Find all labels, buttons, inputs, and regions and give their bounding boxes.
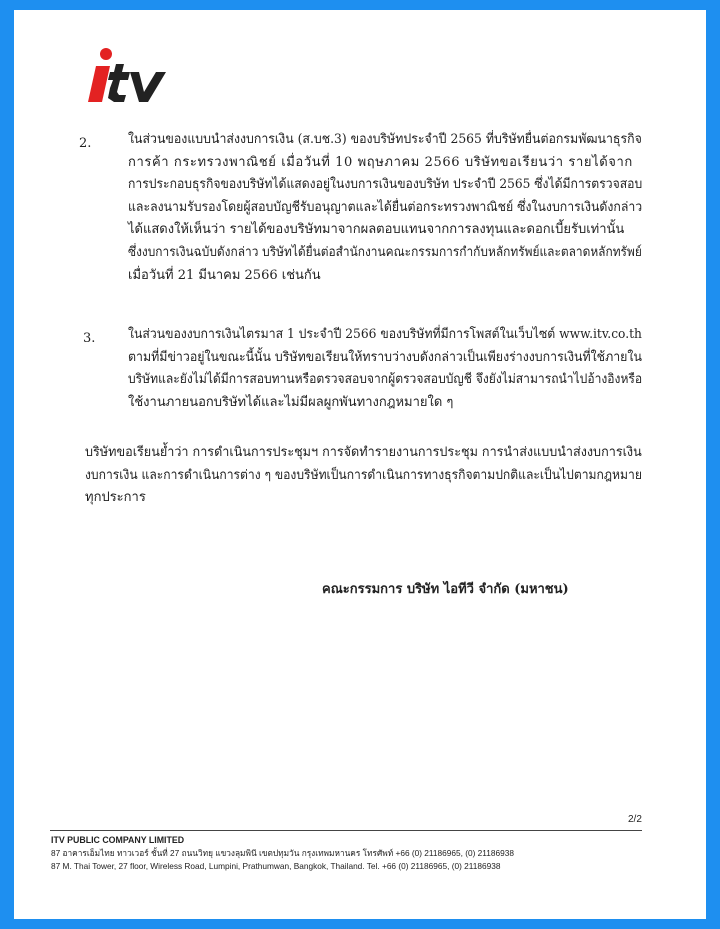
paragraph-line: การประกอบธุรกิจของบริษัทได้แสดงอยู่ในงบการเงินของบริษัท ประจำปี 2565 ซึ่งได้มีการตรวจสอบ [128,177,643,193]
paragraph-line: ในส่วนของแบบนำส่งงบการเงิน (ส.บช.3) ของบริษัทประจำปี 2565 ที่บริษัทยื่นต่อกรมพัฒนาธุรกิจ [128,132,642,147]
footer [51,834,514,873]
closing-paragraph [85,442,682,510]
itv-logo-icon [86,44,176,114]
paragraph-line: ได้แสดงให้เห็นว่า รายได้ของบริษัทมาจากผลตอบแทนจากการลงทุนและดอกเบี้ยรับเท่านั้น [128,222,625,238]
paragraph-line: และลงนามรับรองโดยผู้สอบบัญชีรับอนุญาตและได้ยื่นต่อกระทรวงพาณิชย์ ซึ่งในงบการเงินดังกล่าว [128,199,643,215]
item-paragraph [128,129,688,287]
item-number: 3. [83,331,96,346]
footer-address-thai: 87 อาคารเอ็มไทย ทาวเวอร์ ชั้นที่ 27 ถนนวิทยุ แขวงลุมพินี เขตปทุมวัน กรุงเทพมหานคร โทรศัพท์ +66 (0) 21186965, (0) 21186938 [51,848,514,858]
footer-divider [50,830,642,831]
signature-line: คณะกรรมการ บริษัท ไอทีวี จำกัด (มหาชน) [322,582,569,597]
paragraph-line: บริษัทขอเรียนย้ำว่า การดำเนินการประชุมฯ การจัดทำรายงานการประชุม การนำส่งแบบนำส่งงบการเงิน [85,445,642,460]
paragraph-line: งบการเงิน และการดำเนินการต่าง ๆ ของบริษัทเป็นการดำเนินการทางธุรกิจตามปกติและเป็นไปตามกฎหมาย [85,467,642,483]
paragraph-line: ใช้งานภายนอกบริษัทได้และไม่มีผลผูกพันทางกฎหมายใด ๆ [128,394,454,410]
paragraph-line: ซึ่งงบการเงินฉบับดังกล่าว บริษัทได้ยื่นต่อสำนักงานคณะกรรมการกำกับหลักทรัพย์และตลาดหลักทรัพย์ [128,244,642,260]
paragraph-line: ตามที่มีข่าวอยู่ในขณะนี้นั้น บริษัทขอเรียนให้ทราบว่างบดังกล่าวเป็นเพียงร่างงบการเงินที่ใช้ภายใน [128,349,642,365]
page-number: 2/2 [628,814,642,825]
footer-address-english: 87 M. Thai Tower, 27 floor, Wireless Road, Lumpini, Prathumwan, Bangkok, Thailand. Tel. +66 (0) 21186965, (0) 21186938 [51,861,501,871]
footer-company-name: ITV PUBLIC COMPANY LIMITED [51,835,185,845]
item-number: 2. [79,136,92,151]
document-page [14,10,706,919]
paragraph-line: การค้า กระทรวงพาณิชย์ เมื่อวันที่ 10 พฤษภาคม 2566 บริษัทขอเรียนว่า รายได้จาก [128,154,633,170]
item-paragraph [128,324,681,414]
paragraph-line: เมื่อวันที่ 21 มีนาคม 2566 เช่นกัน [128,267,321,283]
paragraph-line: ทุกประการ [85,490,146,506]
paragraph-line: ในส่วนของงบการเงินไตรมาส 1 ประจำปี 2566 ของบริษัทที่มีการโพสต์ในเว็บไซต์ www.itv.co.th [128,327,642,342]
paragraph-line: บริษัทและยังไม่ได้มีการสอบทานหรือตรวจสอบจากผู้ตรวจสอบบัญชี จึงยังไม่สามารถนำไปอ้างอิงหรือ [128,372,643,388]
itv-logo [86,44,176,114]
